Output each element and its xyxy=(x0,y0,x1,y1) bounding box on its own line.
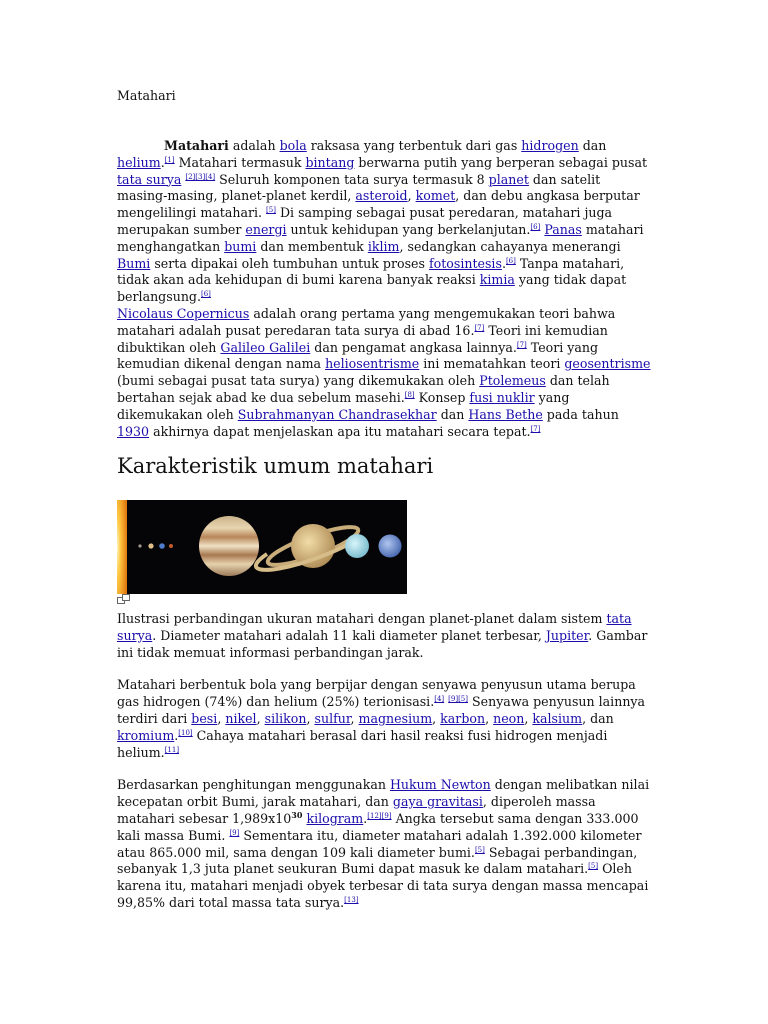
text: ini mematahkan teori xyxy=(419,356,565,372)
text: . xyxy=(160,154,165,170)
citation xyxy=(475,846,485,854)
text: , xyxy=(350,710,359,726)
link-bumi[interactable]: bumi xyxy=(224,238,257,254)
link-nicolaus-copernicus[interactable]: Nicolaus Copernicus xyxy=(117,306,250,321)
link-ptolemeus[interactable]: Ptolemeus xyxy=(479,373,546,389)
citation xyxy=(178,729,192,737)
image-caption xyxy=(117,611,653,661)
text: Tanpa matahari, tidak akan ada kehidupan di bumi karena banyak reaksi xyxy=(117,255,625,288)
link-kilogram[interactable]: kilogram xyxy=(306,810,364,826)
citation-link[interactable]: [12] xyxy=(367,811,382,820)
citation-link[interactable]: [7] xyxy=(474,323,485,332)
link-kimia[interactable]: kimia xyxy=(479,272,515,288)
text: dan xyxy=(436,406,469,422)
text: dengan melibatkan nilai kecepatan orbit Bumi, jarak matahari, dan xyxy=(117,777,650,810)
paragraph-composition xyxy=(117,677,653,761)
link-bumi-2[interactable]: Bumi xyxy=(117,255,151,271)
link-karbon[interactable]: karbon xyxy=(440,710,486,726)
citation xyxy=(165,746,179,754)
text: Sementara itu, diameter matahari adalah 1.392.000 kilometer atau 865.000 mil, sama dengan 109 kali diameter bumi. xyxy=(117,827,642,860)
citation xyxy=(474,324,484,332)
text: . xyxy=(363,810,368,826)
link-magnesium[interactable]: magnesium xyxy=(358,710,433,726)
link-besi[interactable]: besi xyxy=(191,710,218,726)
text: serta dipakai oleh tumbuhan untuk proses xyxy=(150,255,429,271)
text: , xyxy=(524,710,533,726)
text: yang dikemukakan oleh xyxy=(117,389,570,422)
link-jupiter[interactable]: Jupiter xyxy=(545,627,589,643)
link-fotosintesis[interactable]: fotosintesis xyxy=(428,255,502,271)
citation-link[interactable]: [13] xyxy=(344,895,359,904)
citation xyxy=(448,695,468,703)
text: Di samping sebagai pusat peredaran, matahari juga merupakan sumber xyxy=(117,205,613,237)
citation xyxy=(201,290,211,298)
link-silikon[interactable]: silikon xyxy=(264,710,307,726)
paragraph-mass xyxy=(117,777,653,911)
solar-system-image xyxy=(117,500,407,594)
citation-link[interactable]: [9] xyxy=(381,811,392,820)
image-anchor-icon xyxy=(117,594,131,604)
citation-link[interactable]: [5] xyxy=(458,695,468,704)
text: , xyxy=(256,710,265,726)
citation-link[interactable]: [6] xyxy=(530,222,541,231)
citation xyxy=(506,257,516,265)
citation xyxy=(367,812,391,820)
citation xyxy=(229,829,239,837)
citation-link[interactable]: [9] xyxy=(448,695,459,704)
link-nikel[interactable]: nikel xyxy=(225,710,257,726)
text: Berdasarkan penghitungan menggunakan xyxy=(117,777,390,793)
citation-link[interactable]: [4] xyxy=(434,695,445,704)
link-tata-surya[interactable]: tata surya xyxy=(117,171,182,187)
text: . Diameter matahari adalah 11 kali diameter planet terbesar, xyxy=(152,627,546,643)
citation-link[interactable]: [5] xyxy=(474,845,485,854)
text: Ilustrasi perbandingan ukuran matahari dengan planet-planet dalam sistem xyxy=(117,611,607,626)
link-asteroid[interactable]: asteroid xyxy=(355,188,408,204)
intro-section xyxy=(117,138,653,322)
link-geosentrisme[interactable]: geosentrisme xyxy=(564,356,651,372)
text: dan membentuk xyxy=(256,238,368,254)
history-section xyxy=(117,306,653,456)
citation xyxy=(405,391,415,399)
text: , xyxy=(432,710,441,726)
citation-link[interactable]: [5] xyxy=(588,862,599,871)
link-bola[interactable]: bola xyxy=(279,138,307,153)
sun xyxy=(117,500,127,594)
venus xyxy=(148,543,153,548)
citation xyxy=(185,173,215,181)
mars xyxy=(169,544,173,548)
text: Sebagai perbandingan, sebanyak 1,3 juta planet seukuran Bumi dapat masuk ke dalam matahari. xyxy=(117,844,638,877)
text: , xyxy=(217,710,226,726)
text: , diperoleh massa matahari sebesar 1,989x10 xyxy=(117,794,596,826)
link-iklim[interactable]: iklim xyxy=(367,238,400,254)
citation xyxy=(588,862,598,870)
citation xyxy=(531,425,541,433)
text: Konsep xyxy=(414,389,470,405)
text: , dan xyxy=(582,710,614,726)
text: Matahari berbentuk bola yang berpijar dengan senyawa penyusun utama berupa gas hidrogen (74%) dan helium (25%) terionisasi. xyxy=(117,677,636,710)
text: , xyxy=(407,188,416,204)
text: dan telah bertahan sejak abad ke dua sebelum masehi. xyxy=(117,373,610,405)
citation xyxy=(344,896,358,904)
citation-link[interactable]: [7] xyxy=(516,340,527,349)
text: berwarna putih yang berperan sebagai pusat xyxy=(354,154,648,170)
section-heading: Karakteristik umum matahari xyxy=(117,454,434,478)
uranus xyxy=(345,534,369,558)
text: akhirnya dapat menjelaskan apa itu matahari secara tepat. xyxy=(149,423,531,439)
text: Oleh karena itu, matahari menjadi obyek terbesar di tata surya dengan massa mencapai 99,85% dari total massa tata surya. xyxy=(117,861,649,910)
link-hans-bethe[interactable]: Hans Bethe xyxy=(468,406,543,422)
citation-link[interactable]: [5] xyxy=(266,206,276,215)
citation-link[interactable]: [7] xyxy=(530,424,541,433)
text: , xyxy=(306,710,315,726)
link-1930[interactable]: 1930 xyxy=(117,423,150,439)
text: dan pengamat angkasa lainnya. xyxy=(310,339,517,355)
citation-link[interactable]: [6] xyxy=(201,290,211,299)
text: Teori ini kemudian dibuktikan oleh xyxy=(117,322,608,355)
text: yang tidak dapat berlangsung. xyxy=(117,272,627,305)
text: Cahaya matahari berasal dari hasil reaksi fusi hidrogen menjadi helium. xyxy=(117,727,608,760)
citation-link[interactable]: [9] xyxy=(229,828,240,837)
text: adalah orang pertama yang mengemukakan teori bahwa matahari adalah pusat peredaran tata surya di abad 16. xyxy=(117,306,616,338)
link-planet[interactable]: planet xyxy=(488,171,529,187)
link-neon[interactable]: neon xyxy=(493,710,525,726)
bold-term: Matahari xyxy=(164,138,229,153)
exponent: 30 xyxy=(291,809,303,820)
link-energi[interactable]: energi xyxy=(245,221,287,237)
citation xyxy=(266,206,276,214)
link-galileo-galilei[interactable]: Galileo Galilei xyxy=(220,339,311,355)
link-gaya-gravitasi[interactable]: gaya gravitasi xyxy=(392,794,483,810)
text: Matahari termasuk xyxy=(174,154,306,170)
text: Teori yang kemudian dikenal dengan nama xyxy=(117,339,599,372)
citation-link[interactable]: [4] xyxy=(205,172,216,181)
citation-link[interactable]: [6] xyxy=(505,256,516,265)
text: , sedangkan cahayanya menerangi xyxy=(399,238,621,254)
text: , xyxy=(485,710,494,726)
text: dan satelit masing-masing, planet-planet kerdil, xyxy=(117,171,601,204)
citation-link[interactable]: [1] xyxy=(164,155,175,164)
link-fusi-nuklir[interactable]: fusi nuklir xyxy=(469,389,535,405)
text: (bumi sebagai pusat tata surya) yang dikemukakan oleh xyxy=(117,373,480,389)
link-kromium[interactable]: kromium xyxy=(117,727,175,743)
text: pada tahun xyxy=(542,406,619,422)
citation-link[interactable]: [10] xyxy=(178,728,193,737)
citation-link[interactable]: [11] xyxy=(164,745,180,754)
citation xyxy=(517,341,527,349)
document-title: Matahari xyxy=(117,88,176,103)
link-tata-surya-2[interactable]: tata surya xyxy=(117,611,632,643)
link-panas[interactable]: Panas xyxy=(544,221,582,237)
text: raksasa yang terbentuk dari gas xyxy=(306,138,522,153)
link-subrahmanyan-chandrasekhar[interactable]: Subrahmanyan Chandrasekhar xyxy=(237,406,437,422)
link-helium[interactable]: helium xyxy=(117,154,161,170)
mercury xyxy=(138,544,141,547)
citation xyxy=(165,156,175,164)
citation-link[interactable]: [2] xyxy=(185,172,196,181)
text: , dan debu angkasa berputar mengelilingi matahari. xyxy=(117,188,640,221)
text: matahari menghangatkan xyxy=(117,221,644,254)
citation-link[interactable]: [8] xyxy=(404,390,415,399)
text: Senyawa penyusun lainnya terdiri dari xyxy=(117,694,646,726)
characteristics-section xyxy=(117,611,653,928)
neptune xyxy=(379,535,402,558)
link-heliosentrisme[interactable]: heliosentrisme xyxy=(325,356,420,372)
text: . xyxy=(174,727,179,743)
text: Angka tersebut sama dengan 333.000 kali massa Bumi. xyxy=(117,810,639,843)
text: Seluruh komponen tata surya termasuk 8 xyxy=(215,171,489,187)
paragraph-intro xyxy=(117,138,653,306)
earth xyxy=(159,543,165,549)
citation xyxy=(434,695,444,703)
link-hidrogen[interactable]: hidrogen xyxy=(521,138,579,153)
link-komet[interactable]: komet xyxy=(415,188,456,204)
citation-link[interactable]: [3] xyxy=(195,172,206,181)
link-sulfur[interactable]: sulfur xyxy=(314,710,351,726)
citation xyxy=(530,223,540,231)
text: . Gambar ini tidak memuat informasi perbandingan jarak. xyxy=(117,627,648,660)
text: dan xyxy=(578,138,607,153)
text: . xyxy=(501,255,506,271)
text: adalah xyxy=(228,138,280,153)
link-bintang[interactable]: bintang xyxy=(305,154,355,170)
jupiter xyxy=(199,516,259,576)
link-hukum-newton[interactable]: Hukum Newton xyxy=(389,777,491,793)
paragraph-history xyxy=(117,306,653,440)
link-kalsium[interactable]: kalsium xyxy=(532,710,583,726)
text: untuk kehidupan yang berkelanjutan. xyxy=(286,221,531,237)
